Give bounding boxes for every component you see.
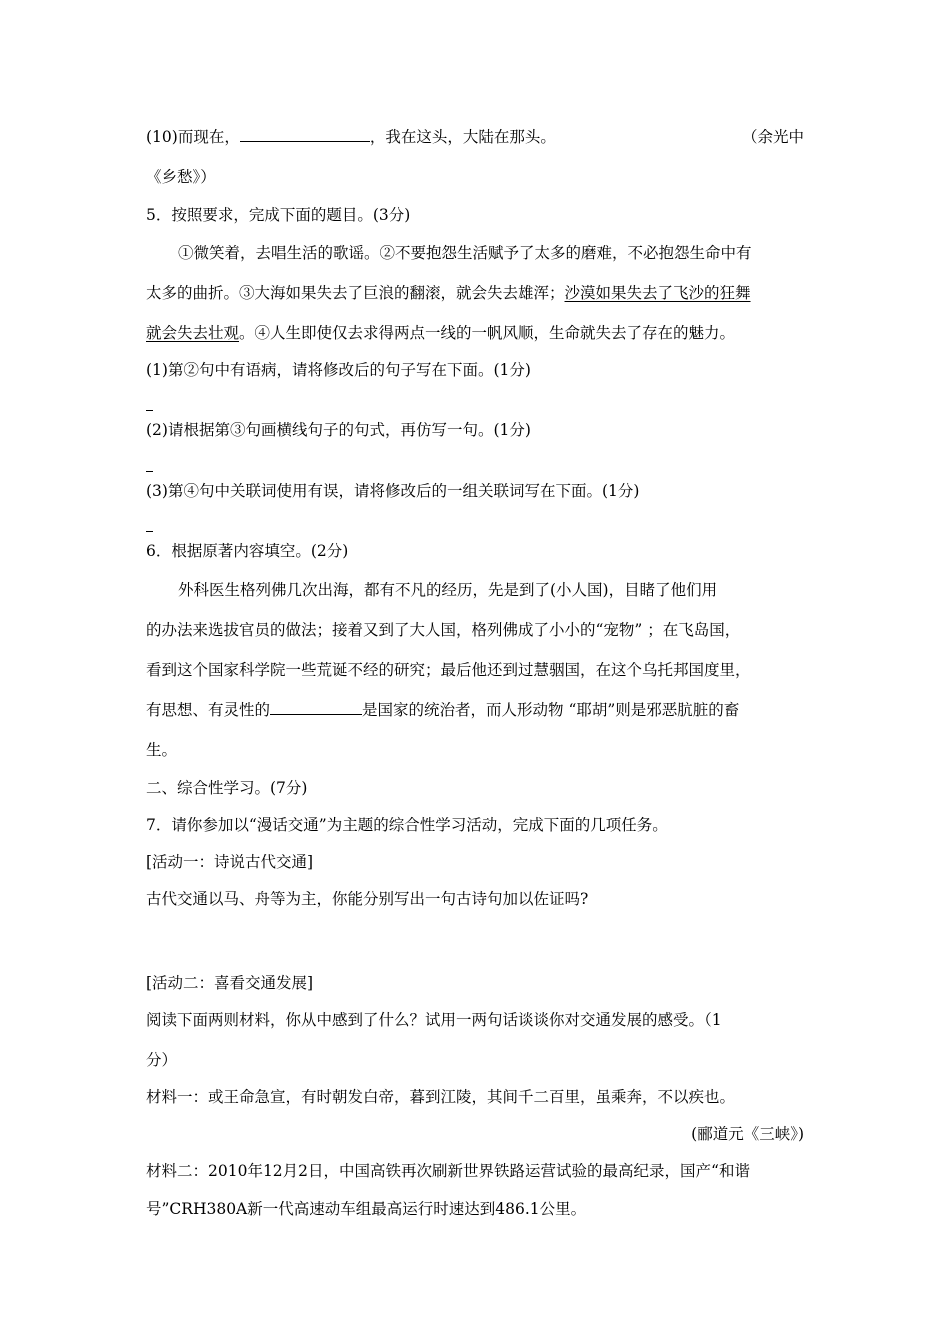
q4-10-suffix: ，我在这头，大陆在那头。	[369, 128, 556, 146]
q4-10-source-start: （余光中	[741, 128, 804, 146]
q6-heading: 6．根据原著内容填空。(2分)	[146, 542, 349, 560]
q7-heading: 7．请你参加以“漫话交通”为主题的综合性学习活动，完成下面的几项任务。	[146, 816, 668, 834]
q4-10-line	[146, 127, 556, 147]
q5-sub1-answer-line[interactable]	[146, 410, 153, 411]
q6-l4-suffix: 是国家的统治者，而人形动物 “耶胡”则是邪恶肮脏的畜	[362, 701, 740, 719]
activity-2-title: [活动二：喜看交通发展]	[146, 974, 314, 992]
material-1: 材料一：或王命急宣，有时朝发白帝，暮到江陵，其间千二百里，虽乘奔，不以疾也。	[146, 1088, 736, 1106]
q5-heading: 5．按照要求，完成下面的题目。(3分)	[146, 206, 411, 224]
q5-sub2-answer-line[interactable]	[146, 471, 153, 472]
activity-1-title: [活动一：诗说古代交通]	[146, 853, 314, 871]
q6-passage-line-3: 看到这个国家科学院一些荒诞不经的研究；最后他还到过慧骃国，在这个乌托邦国度里，	[146, 661, 751, 679]
q5-passage-line-1: ①微笑着，去唱生活的歌谣。②不要抱怨生活赋予了太多的磨难，不必抱怨生命中有	[178, 244, 752, 262]
activity-1-prompt: 古代交通以马、舟等为主，你能分别写出一句古诗句加以佐证吗?	[146, 890, 589, 908]
q6-passage-line-5: 生。	[146, 741, 178, 759]
q5-sub2: (2)请根据第③句画横线句子的句式，再仿写一句。(1分)	[146, 421, 531, 439]
material-1-source: (郦道元《三峡》)	[691, 1125, 804, 1143]
material-2-line-1: 材料二：2010年12月2日，中国高铁再次刷新世界铁路运营试验的最高纪录，国产“和谐	[146, 1162, 750, 1180]
q5-passage-plain-end: 。④人生即使仅去求得两点一线的一帆风顺，生命就失去了存在的魅力。	[239, 324, 736, 342]
q5-sub3: (3)第④句中关联词使用有误，请将修改后的一组关联词写在下面。(1分)	[146, 482, 640, 500]
section-2-heading: 二、综合性学习。(7分)	[146, 779, 308, 797]
q5-passage-line-3	[146, 323, 735, 343]
q5-passage-plain: 太多的曲折。③大海如果失去了巨浪的翻滚，就会失去雄浑；	[146, 284, 565, 302]
q6-passage-line-1: 外科医生格列佛几次出海，都有不凡的经历，先是到了(小人国)，目睹了他们用	[178, 581, 718, 599]
answer-blank[interactable]	[270, 700, 362, 715]
material-2-line-2: 号”CRH380A新一代高速动车组最高运行时速达到486.1公里。	[146, 1200, 587, 1218]
q6-passage-line-4	[146, 700, 739, 720]
q5-sub3-answer-line[interactable]	[146, 531, 153, 532]
q6-passage-line-2: 的办法来选拔官员的做法；接着又到了大人国，格列佛成了小小的“宠物” ；在飞岛国，	[146, 621, 741, 639]
q5-underlined-sentence: 沙漠如果失去了飞沙的狂舞	[564, 284, 751, 302]
q5-underlined-sentence-end: 就会失去壮观	[146, 324, 240, 342]
q4-10-source-end: 《乡愁》）	[146, 168, 216, 186]
activity-2-prompt-line-2: 分）	[146, 1051, 178, 1069]
q4-10-prefix: (10)而现在，	[146, 128, 240, 146]
q6-l4-prefix: 有思想、有灵性的	[146, 701, 271, 719]
q5-passage-line-2	[146, 283, 751, 303]
q5-sub1: (1)第②句中有语病，请将修改后的句子写在下面。(1分)	[146, 361, 531, 379]
activity-2-prompt-line-1: 阅读下面两则材料，你从中感到了什么？试用一两句话谈谈你对交通发展的感受。（1	[146, 1011, 722, 1029]
answer-blank[interactable]	[240, 127, 370, 142]
